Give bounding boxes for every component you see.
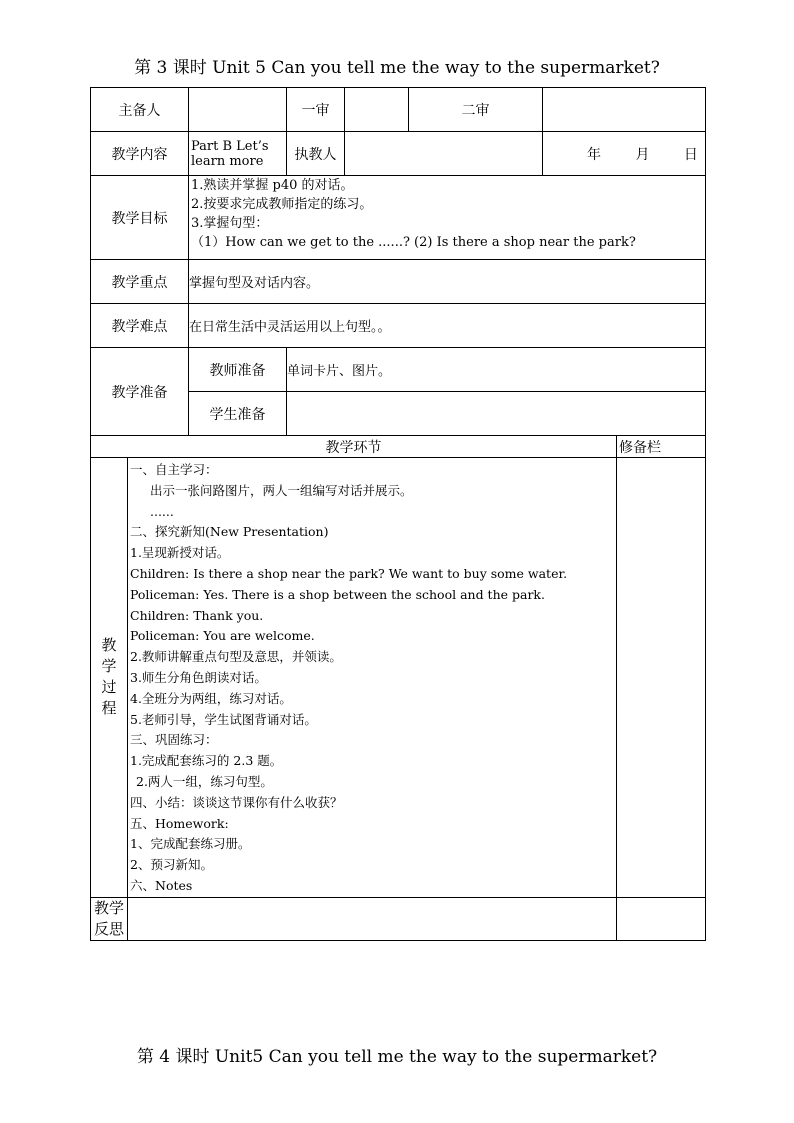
process-section-header: 教学环节 [91, 436, 617, 458]
difficulties-row [91, 304, 706, 348]
reflection-label-line: 反思 [93, 919, 124, 938]
process-line: Children: Thank you. [130, 607, 264, 623]
process-line: 2.两人一组，练习句型。 [136, 773, 273, 789]
content-label: 教学内容 [91, 132, 189, 176]
reflection-notes[interactable] [617, 897, 706, 940]
goal-line: （1）How can we get to the ......? (2) Is there a shop near the park? [191, 235, 636, 250]
preparation-teacher-row [91, 348, 706, 392]
preparer-label: 主备人 [91, 88, 189, 132]
review2-label: 二审 [409, 88, 543, 132]
date-month: 月 [635, 146, 650, 163]
teacher-value[interactable] [345, 132, 543, 176]
process-line: 5.老师引导，学生试图背诵对话。 [130, 711, 317, 727]
process-line: 五、Homework: [130, 815, 229, 831]
process-line: 一、自主学习： [130, 462, 218, 477]
process-line: 1.呈现新授对话。 [130, 545, 230, 561]
reflection-label-line: 教学 [93, 898, 124, 917]
process-line: Policeman: You are welcome. [130, 628, 315, 644]
teacher-prep-label: 教师准备 [189, 348, 287, 392]
review1-label: 一审 [287, 88, 345, 132]
lesson-3-title: 第 3 课时 Unit 5 Can you tell me the way to the supermarket? [134, 58, 660, 78]
notes-header: 修备栏 [617, 436, 706, 458]
goal-line: 1.熟读并掌握 p40 的对话。 [191, 178, 354, 193]
side-label-char: 过 [101, 678, 117, 697]
process-line: 2、预习新知。 [130, 857, 213, 873]
process-notes[interactable] [617, 458, 706, 898]
key-points-row [91, 260, 706, 304]
process-line: 三、巩固练习： [130, 732, 218, 748]
process-line: 出示一张问路图片，两人一组编写对话并展示。 [150, 482, 413, 498]
header-row [91, 88, 706, 132]
review1-value[interactable] [345, 88, 409, 132]
process-content [128, 458, 617, 898]
student-prep-label: 学生准备 [189, 392, 287, 436]
process-row [91, 458, 706, 898]
reflection-row [91, 897, 706, 940]
process-line: 1.完成配套练习的 2.3 题。 [130, 753, 283, 769]
reflection-value[interactable] [128, 897, 617, 940]
process-line: Children: Is there a shop near the park? We want to buy some water. [130, 565, 568, 581]
preparation-label: 教学准备 [91, 348, 189, 436]
side-label-char: 学 [101, 657, 117, 676]
process-line: 2.教师讲解重点句型及意思，并领读。 [130, 649, 342, 665]
side-label-char: 教 [101, 636, 117, 655]
goal-line: 3.掌握句型： [191, 216, 269, 231]
lesson-4-title: 第 4 课时 Unit5 Can you tell me the way to the supermarket? [136, 1047, 658, 1067]
teacher-label: 执教人 [287, 132, 345, 176]
date-day: 日 [683, 146, 698, 163]
date-cell [543, 132, 706, 176]
process-header-row [91, 436, 706, 458]
content-value: Part B Let’s learn more [189, 132, 287, 176]
process-line: 四、小结：谈谈这节课你有什么收获？ [130, 794, 343, 810]
process-line: 4.全班分为两组，练习对话。 [130, 690, 292, 706]
process-line: 3.师生分角色朗读对话。 [130, 669, 267, 685]
difficulties-label: 教学难点 [91, 304, 189, 348]
review2-value[interactable] [543, 88, 706, 132]
preparer-value[interactable] [189, 88, 287, 132]
process-side-label [91, 458, 128, 898]
student-prep-value[interactable] [287, 392, 706, 436]
reflection-label [91, 897, 128, 940]
process-line: Policeman: Yes. There is a shop between the school and the park. [130, 586, 545, 602]
teacher-prep-value: 单词卡片、图片。 [287, 348, 706, 392]
goals-row [91, 176, 706, 260]
process-line: ...... [150, 503, 174, 519]
date-year: 年 [587, 146, 601, 163]
goals-list [189, 176, 706, 260]
key-points-label: 教学重点 [91, 260, 189, 304]
key-points-value: 掌握句型及对话内容。 [189, 260, 706, 304]
lesson-plan-table [90, 87, 706, 941]
process-line: 二、探究新知(New Presentation) [130, 524, 329, 540]
process-line: 六、Notes [130, 877, 193, 893]
goal-line: 2.按要求完成教师指定的练习。 [191, 197, 373, 212]
process-line: 1、完成配套练习册。 [130, 836, 251, 852]
goals-label: 教学目标 [91, 176, 189, 260]
content-row [91, 132, 706, 176]
difficulties-value: 在日常生活中灵活运用以上句型。。 [189, 304, 706, 348]
side-label-char: 程 [101, 699, 117, 718]
